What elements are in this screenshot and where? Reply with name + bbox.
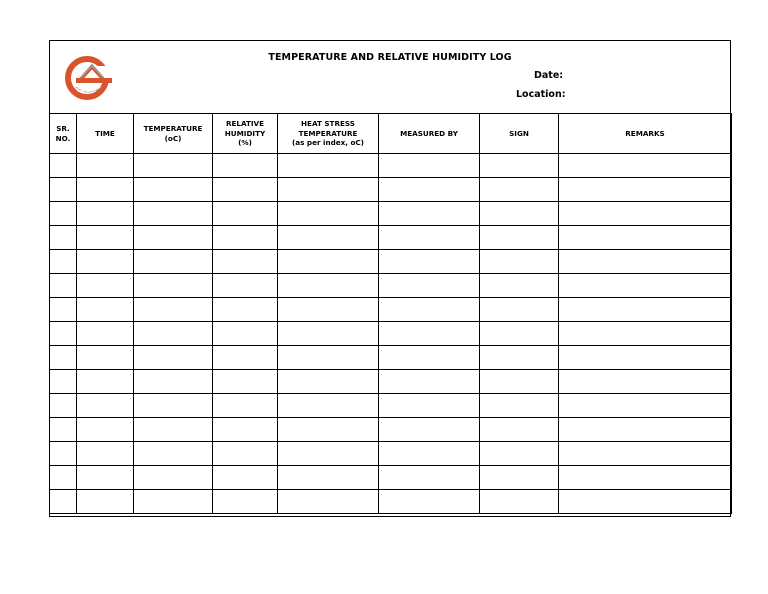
table-cell[interactable] [50, 394, 77, 418]
table-row [50, 226, 732, 250]
table-cell[interactable] [50, 250, 77, 274]
table-cell[interactable] [213, 178, 278, 202]
table-cell[interactable] [77, 418, 134, 442]
table-cell[interactable] [77, 250, 134, 274]
table-cell[interactable] [213, 370, 278, 394]
table-cell[interactable] [50, 298, 77, 322]
table-cell[interactable] [278, 226, 379, 250]
table-cell[interactable] [134, 370, 213, 394]
table-header-row [50, 114, 732, 154]
table-cell[interactable] [278, 442, 379, 466]
col-header-relative-humidity: RELATIVE HUMIDITY (%) [213, 114, 278, 154]
table-cell[interactable] [559, 346, 732, 370]
table-row [50, 154, 732, 178]
table-cell[interactable] [134, 322, 213, 346]
table-cell[interactable] [278, 490, 379, 514]
table-cell[interactable] [50, 154, 77, 178]
table-cell[interactable] [559, 250, 732, 274]
table-cell[interactable] [50, 442, 77, 466]
table-cell[interactable] [213, 394, 278, 418]
table-cell[interactable] [379, 418, 480, 442]
table-cell[interactable] [134, 178, 213, 202]
table-cell[interactable] [213, 274, 278, 298]
table-cell[interactable] [559, 274, 732, 298]
table-cell[interactable] [50, 202, 77, 226]
table-cell[interactable] [480, 442, 559, 466]
table-cell[interactable] [134, 466, 213, 490]
table-row [50, 202, 732, 226]
table-cell[interactable] [379, 346, 480, 370]
table-cell[interactable] [559, 322, 732, 346]
table-cell[interactable] [278, 202, 379, 226]
col-header-time: TIME [77, 114, 134, 154]
table-row [50, 442, 732, 466]
table-cell[interactable] [278, 346, 379, 370]
table-cell[interactable] [379, 466, 480, 490]
table-cell[interactable] [379, 298, 480, 322]
table-cell[interactable] [379, 178, 480, 202]
table-cell[interactable] [379, 442, 480, 466]
table-row [50, 178, 732, 202]
table-cell[interactable] [559, 178, 732, 202]
table-cell[interactable] [77, 394, 134, 418]
table-cell[interactable] [134, 346, 213, 370]
table-cell[interactable] [77, 442, 134, 466]
table-row [50, 466, 732, 490]
table-cell[interactable] [134, 154, 213, 178]
table-row [50, 346, 732, 370]
table-cell[interactable] [77, 346, 134, 370]
table-cell[interactable] [480, 202, 559, 226]
col-header-sr-no: SR. NO. [50, 114, 77, 154]
table-cell[interactable] [50, 346, 77, 370]
date-label: Date: [534, 70, 564, 81]
col-header-remarks: REMARKS [559, 114, 732, 154]
table-cell[interactable] [278, 370, 379, 394]
logo-lettering: GECAT [77, 88, 97, 94]
table-cell[interactable] [213, 490, 278, 514]
table-cell[interactable] [213, 298, 278, 322]
table-cell[interactable] [559, 370, 732, 394]
table-cell[interactable] [480, 322, 559, 346]
table-cell[interactable] [134, 442, 213, 466]
table-cell[interactable] [278, 274, 379, 298]
col-header-sign: SIGN [480, 114, 559, 154]
table-cell[interactable] [480, 490, 559, 514]
table-cell[interactable] [213, 202, 278, 226]
col-header-heat-stress: HEAT STRESS TEMPERATURE (as per index, oC) [278, 114, 379, 154]
table-cell[interactable] [278, 298, 379, 322]
table-cell[interactable] [379, 226, 480, 250]
table-cell[interactable] [480, 346, 559, 370]
table-cell[interactable] [77, 178, 134, 202]
table-cell[interactable] [480, 370, 559, 394]
table-row [50, 370, 732, 394]
table-cell[interactable] [559, 226, 732, 250]
location-label: Location: [516, 89, 566, 100]
table-cell[interactable] [50, 418, 77, 442]
table-cell[interactable] [134, 202, 213, 226]
table-cell[interactable] [77, 202, 134, 226]
table-row [50, 418, 732, 442]
table-cell[interactable] [134, 250, 213, 274]
table-cell[interactable] [480, 178, 559, 202]
table-cell[interactable] [559, 466, 732, 490]
table-cell[interactable] [559, 298, 732, 322]
table-cell[interactable] [559, 394, 732, 418]
table-cell[interactable] [559, 202, 732, 226]
table-cell[interactable] [480, 394, 559, 418]
table-cell[interactable] [50, 370, 77, 394]
form-header [50, 41, 730, 114]
table-cell[interactable] [480, 226, 559, 250]
table-cell[interactable] [278, 418, 379, 442]
table-cell[interactable] [213, 442, 278, 466]
table-cell[interactable] [213, 418, 278, 442]
table-cell[interactable] [379, 250, 480, 274]
table-cell[interactable] [50, 322, 77, 346]
table-cell[interactable] [278, 178, 379, 202]
table-cell[interactable] [480, 298, 559, 322]
form-title: TEMPERATURE AND RELATIVE HUMIDITY LOG [268, 52, 512, 63]
table-cell[interactable] [379, 370, 480, 394]
table-cell[interactable] [50, 490, 77, 514]
log-body [50, 154, 732, 514]
table-cell[interactable] [77, 370, 134, 394]
table-row [50, 250, 732, 274]
table-cell[interactable] [77, 322, 134, 346]
table-cell[interactable] [278, 394, 379, 418]
table-cell[interactable] [379, 394, 480, 418]
table-row [50, 490, 732, 514]
table-cell[interactable] [379, 490, 480, 514]
table-cell[interactable] [480, 154, 559, 178]
table-cell[interactable] [379, 274, 480, 298]
table-cell[interactable] [77, 298, 134, 322]
table-cell[interactable] [379, 154, 480, 178]
table-cell[interactable] [213, 466, 278, 490]
col-header-temperature: TEMPERATURE (oC) [134, 114, 213, 154]
table-cell[interactable] [379, 202, 480, 226]
table-cell[interactable] [213, 346, 278, 370]
table-row [50, 322, 732, 346]
table-cell[interactable] [480, 274, 559, 298]
table-cell[interactable] [50, 226, 77, 250]
table-cell[interactable] [50, 178, 77, 202]
table-cell[interactable] [480, 418, 559, 442]
log-table [49, 113, 732, 514]
table-cell[interactable] [480, 250, 559, 274]
table-cell[interactable] [278, 154, 379, 178]
table-cell[interactable] [134, 274, 213, 298]
table-cell[interactable] [77, 226, 134, 250]
log-form [49, 40, 731, 517]
table-cell[interactable] [77, 490, 134, 514]
table-cell[interactable] [278, 466, 379, 490]
table-cell[interactable] [278, 250, 379, 274]
table-cell[interactable] [213, 250, 278, 274]
table-row [50, 274, 732, 298]
table-row [50, 394, 732, 418]
table-cell[interactable] [559, 154, 732, 178]
table-cell[interactable] [278, 322, 379, 346]
col-header-measured-by: MEASURED BY [379, 114, 480, 154]
table-cell[interactable] [379, 322, 480, 346]
table-cell[interactable] [77, 154, 134, 178]
table-cell[interactable] [134, 226, 213, 250]
table-row [50, 298, 732, 322]
table-cell[interactable] [480, 466, 559, 490]
table-cell[interactable] [213, 154, 278, 178]
table-cell[interactable] [559, 442, 732, 466]
table-cell[interactable] [559, 418, 732, 442]
table-cell[interactable] [50, 466, 77, 490]
table-cell[interactable] [559, 490, 732, 514]
table-cell[interactable] [213, 226, 278, 250]
table-cell[interactable] [134, 490, 213, 514]
table-cell[interactable] [77, 466, 134, 490]
table-cell[interactable] [77, 274, 134, 298]
table-cell[interactable] [50, 274, 77, 298]
table-cell[interactable] [213, 322, 278, 346]
table-cell[interactable] [134, 418, 213, 442]
table-cell[interactable] [134, 298, 213, 322]
table-cell[interactable] [134, 394, 213, 418]
